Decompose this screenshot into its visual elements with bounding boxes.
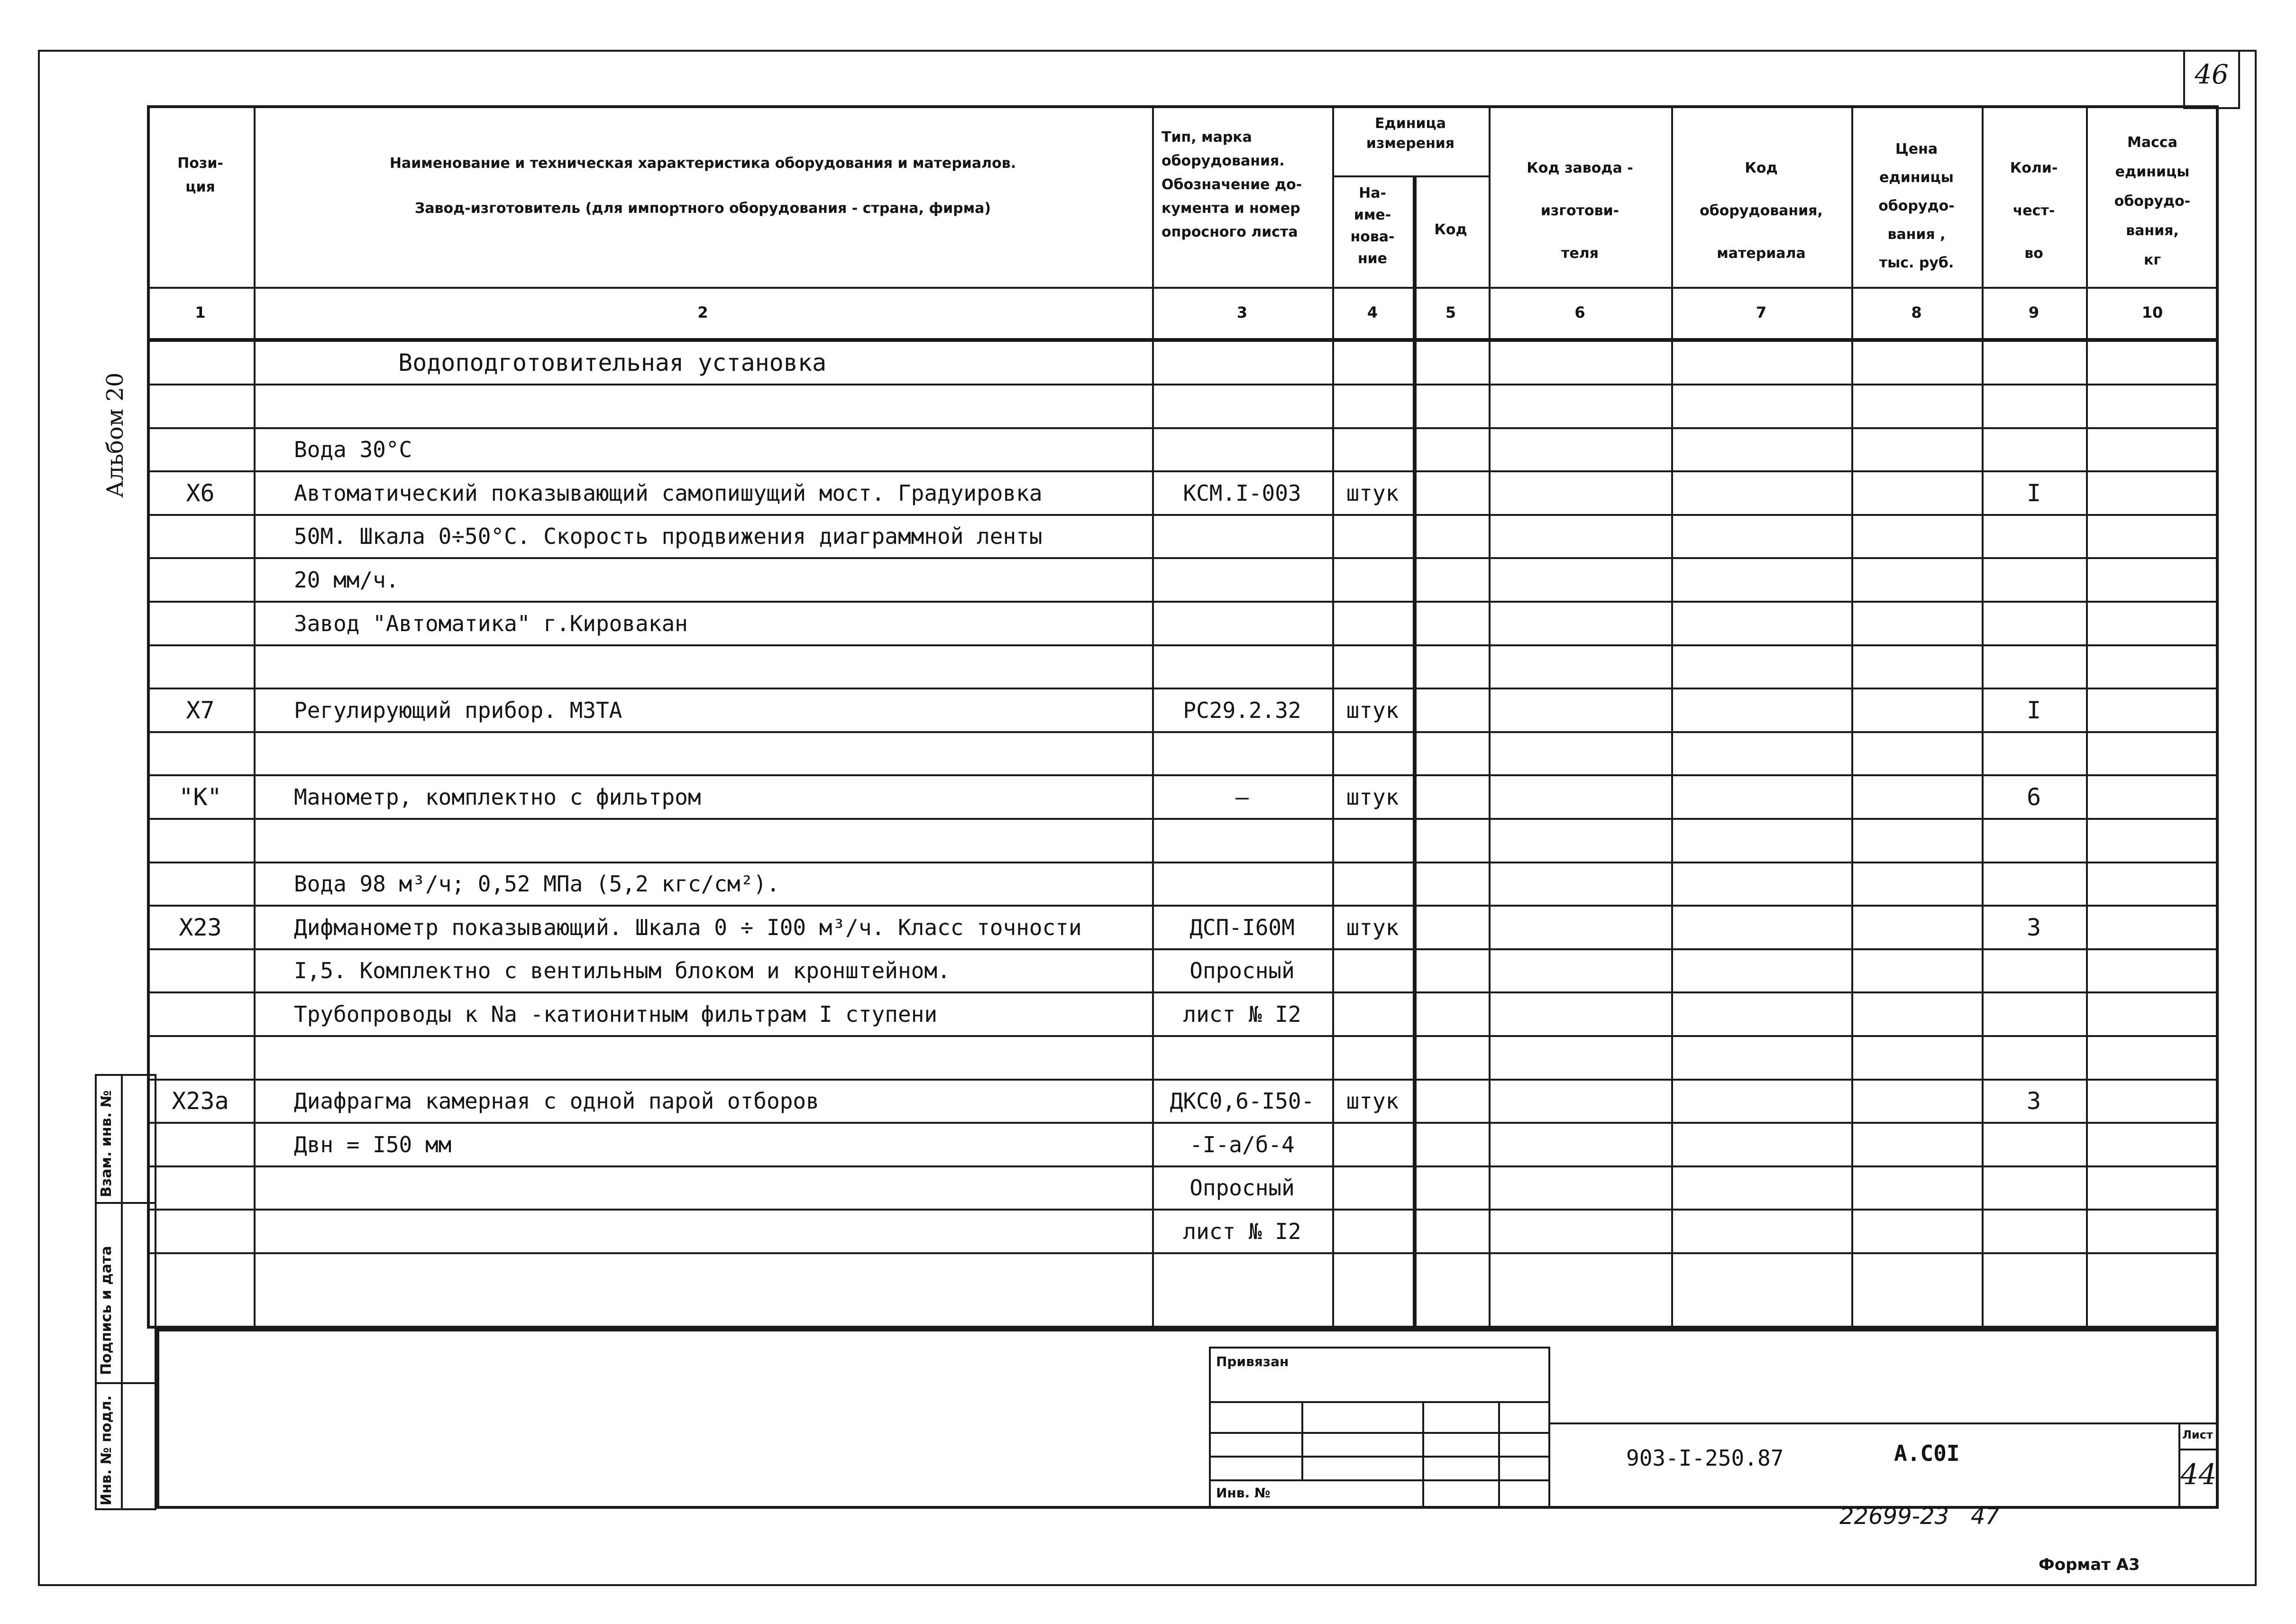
row-name: 50М. Шкала 0÷50°С. Скорость продвижения диаграммной ленты bbox=[294, 523, 1043, 549]
row-type-mark: КСМ.I-003 bbox=[1183, 480, 1301, 506]
row-position: X6 bbox=[186, 479, 215, 507]
row-quantity: I bbox=[2026, 697, 2041, 724]
row-name: Регулирующий прибор. МЗТА bbox=[294, 697, 622, 723]
row-unit-name: штук bbox=[1346, 480, 1399, 506]
row-type-mark: -I-а/б-4 bbox=[1189, 1132, 1295, 1157]
bottom-stamp bbox=[156, 1329, 2219, 1509]
row-line bbox=[147, 862, 2219, 863]
col-line-1 bbox=[254, 105, 256, 1329]
header-unit-group: Единица измерения bbox=[1366, 115, 1455, 152]
row-unit-name: штук bbox=[1346, 697, 1399, 723]
row-line bbox=[147, 905, 2219, 907]
row-name: 20 мм/ч. bbox=[294, 567, 399, 593]
header-unit-mass: Масса единицы оборудо- вания, кг bbox=[2114, 134, 2191, 268]
title-block-top bbox=[1550, 1422, 2219, 1424]
row-quantity: 6 bbox=[2026, 783, 2041, 811]
row-line bbox=[147, 688, 2219, 689]
side-stamp-divider bbox=[121, 1074, 123, 1510]
row-type-mark: ДКС0,6-I50- bbox=[1170, 1088, 1315, 1114]
row-type-mark: – bbox=[1235, 784, 1249, 810]
row-unit-name: штук bbox=[1346, 784, 1399, 810]
side-stamp-original-inv: Инв. № подл. bbox=[98, 1395, 115, 1505]
row-name: Водоподготовительная установка bbox=[398, 349, 827, 376]
inv-label: Инв. № bbox=[1216, 1485, 1271, 1501]
sheet-value: 44 bbox=[2180, 1458, 2217, 1491]
row-line bbox=[147, 1252, 2219, 1254]
column-number-1: 1 bbox=[195, 303, 206, 321]
row-position: X7 bbox=[186, 697, 215, 724]
row-type-mark: лист № I2 bbox=[1183, 1001, 1301, 1027]
column-number-7: 7 bbox=[1756, 303, 1767, 321]
row-line bbox=[147, 774, 2219, 776]
row-line bbox=[147, 470, 2219, 472]
row-line bbox=[147, 644, 2219, 646]
row-name: Трубопроводы к Na -катионитным фильтрам I ступени bbox=[294, 1001, 938, 1027]
header-unit-name: На- име- нова- ние bbox=[1350, 185, 1395, 267]
header-quantity: Коли- чест- во bbox=[2010, 160, 2058, 262]
row-unit-name: штук bbox=[1346, 1088, 1399, 1114]
unit-group-line bbox=[1332, 175, 1489, 177]
header-name-line2: Завод-изготовитель (для импортного оборудования - страна, фирма) bbox=[414, 200, 991, 217]
bound-label: Привязан bbox=[1216, 1354, 1289, 1369]
row-line bbox=[147, 818, 2219, 820]
album-label: Альбом 20 bbox=[102, 372, 128, 498]
sheet-box-line bbox=[2178, 1449, 2219, 1450]
row-name: Автоматический показывающий самопишущий мост. Градуировка bbox=[294, 480, 1043, 506]
row-name: Вода 30°С bbox=[294, 437, 412, 462]
header-equipment-code: Код оборудования, материала bbox=[1700, 160, 1823, 262]
column-number-9: 9 bbox=[2028, 303, 2040, 321]
row-line bbox=[147, 1079, 2219, 1081]
document-code: 903-I-250.87 bbox=[1626, 1445, 1784, 1471]
side-stamp-replace-inv: Взам. инв. № bbox=[98, 1090, 115, 1197]
header-position: Пози- ция bbox=[177, 155, 223, 195]
column-number-6: 6 bbox=[1574, 303, 1585, 321]
header-type: Тип, марка оборудования. Обозначение до- кумента и номер опросного листа bbox=[1162, 129, 1302, 240]
col-line-2 bbox=[1152, 105, 1154, 1329]
col-line-4 bbox=[1413, 175, 1417, 1329]
row-line bbox=[147, 1035, 2219, 1037]
row-type-mark: PC29.2.32 bbox=[1183, 697, 1301, 723]
row-line bbox=[147, 1122, 2219, 1124]
row-line bbox=[147, 514, 2219, 516]
row-name: Дифманометр показывающий. Шкала 0 ÷ I00 м³/ч. Класс точности bbox=[294, 915, 1082, 940]
row-position: X23 bbox=[179, 914, 222, 941]
row-unit-name: штук bbox=[1346, 915, 1399, 940]
bound-vline-3 bbox=[1498, 1401, 1500, 1508]
row-type-mark: Опросный bbox=[1189, 1175, 1295, 1201]
row-line bbox=[147, 948, 2219, 950]
row-name: Завод "Автоматика" г.Кировакан bbox=[294, 611, 688, 636]
header-name-line1: Наименование и техническая характеристика оборудования и материалов. bbox=[389, 155, 1016, 172]
row-position: "К" bbox=[179, 783, 222, 811]
footer-handwritten-number: 22699-23 47 bbox=[1839, 1503, 2000, 1530]
format-label: Формат А3 bbox=[2039, 1555, 2140, 1574]
header-unit-code: Код bbox=[1434, 221, 1467, 238]
row-line bbox=[147, 1209, 2219, 1211]
column-number-10: 10 bbox=[2141, 303, 2163, 321]
row-name: Диафрагма камерная с одной парой отборов bbox=[294, 1088, 819, 1114]
header-bottom-line bbox=[147, 287, 2219, 289]
side-stamp-line-2 bbox=[95, 1382, 156, 1384]
row-name: Двн = I50 мм bbox=[294, 1132, 452, 1157]
col-line-6 bbox=[1671, 105, 1673, 1329]
col-line-9 bbox=[2086, 105, 2088, 1329]
bound-vline-1 bbox=[1301, 1401, 1303, 1479]
row-line bbox=[147, 1165, 2219, 1167]
column-number-8: 8 bbox=[1911, 303, 1922, 321]
row-name: Манометр, комплектно с фильтром bbox=[294, 784, 701, 810]
header-factory-code: Код завода - изготови- теля bbox=[1527, 160, 1633, 262]
sheet-number-top: 46 bbox=[2195, 59, 2229, 90]
row-line bbox=[147, 427, 2219, 429]
row-quantity: 3 bbox=[2026, 1087, 2041, 1115]
row-name: I,5. Комплектно с вентильным блоком и кронштейном. bbox=[294, 958, 951, 983]
header-unit-price: Цена единицы оборудо- вания , тыс. руб. bbox=[1878, 141, 1955, 271]
col-line-5 bbox=[1489, 105, 1491, 1329]
row-type-mark: ДСП-I60М bbox=[1189, 915, 1295, 940]
column-number-4: 4 bbox=[1367, 303, 1378, 321]
bound-vline-2 bbox=[1422, 1401, 1424, 1508]
column-number-3: 3 bbox=[1236, 303, 1248, 321]
document-mark: А.С0I bbox=[1894, 1440, 1960, 1466]
colnum-bottom-line bbox=[147, 338, 2219, 342]
row-position: X23a bbox=[172, 1087, 229, 1115]
side-stamp-line-1 bbox=[95, 1202, 156, 1204]
row-line bbox=[147, 557, 2219, 559]
row-type-mark: лист № I2 bbox=[1183, 1219, 1301, 1244]
column-number-2: 2 bbox=[697, 303, 708, 321]
row-line bbox=[147, 384, 2219, 385]
sheet-label: Лист bbox=[2182, 1428, 2213, 1441]
row-name: Вода 98 м³/ч; 0,52 МПа (5,2 кгс/см²). bbox=[294, 871, 780, 897]
row-line bbox=[147, 991, 2219, 993]
row-type-mark: Опросный bbox=[1189, 958, 1295, 983]
row-line bbox=[147, 731, 2219, 733]
side-stamp-signature-date: Подпись и дата bbox=[98, 1246, 115, 1375]
column-number-5: 5 bbox=[1445, 303, 1456, 321]
col-line-7 bbox=[1851, 105, 1853, 1329]
row-line bbox=[147, 601, 2219, 603]
row-quantity: I bbox=[2026, 479, 2041, 507]
row-quantity: 3 bbox=[2026, 914, 2041, 941]
